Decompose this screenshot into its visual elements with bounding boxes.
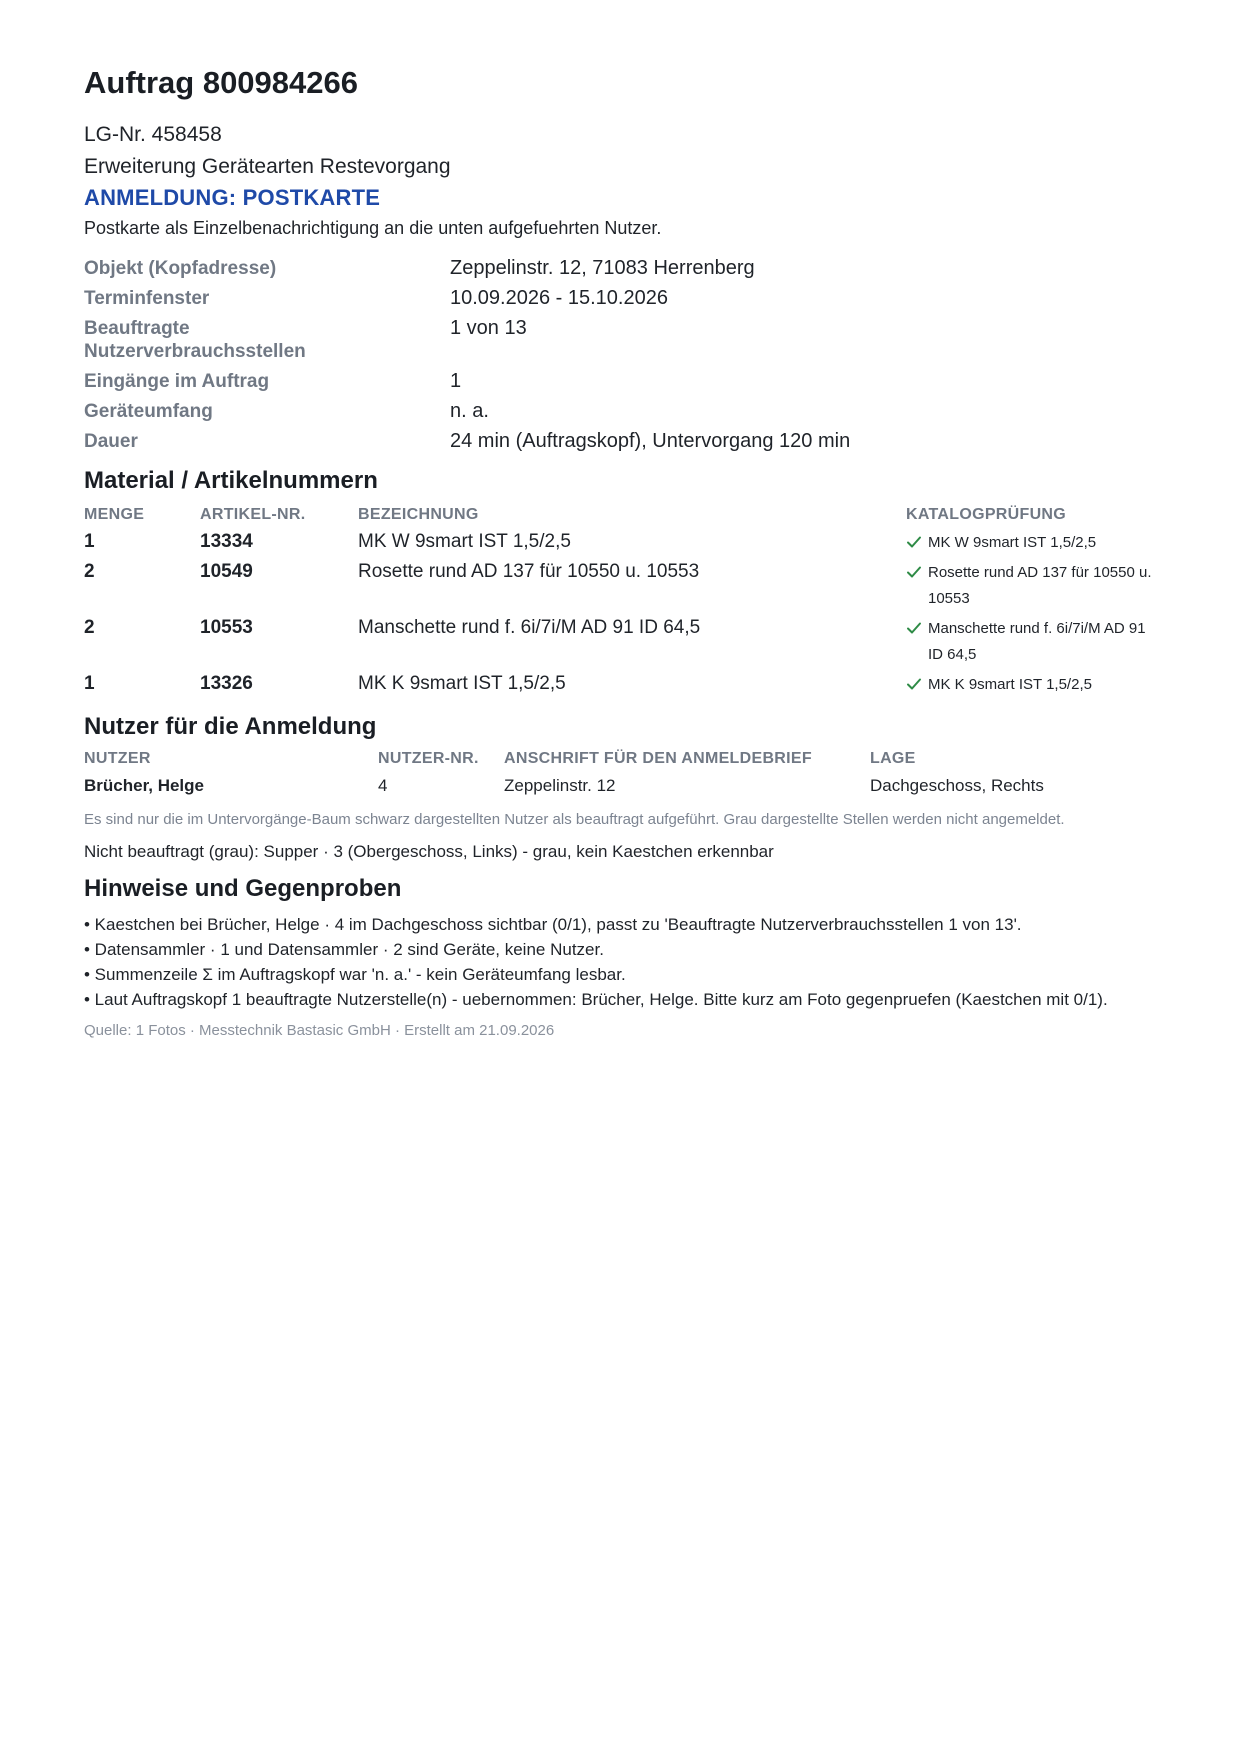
- check-icon: [906, 535, 922, 549]
- catalog-check-text: Manschette rund f. 6i/7i/M AD 91 ID 64,5: [928, 620, 1146, 664]
- catalog-check-text: MK K 9smart IST 1,5/2,5: [928, 676, 1092, 694]
- material-article-number: 10549: [200, 561, 253, 583]
- material-article-number: 13334: [200, 531, 253, 553]
- check-icon: [906, 621, 922, 635]
- user-number: 4: [378, 776, 388, 796]
- table-header-row: [84, 750, 1157, 774]
- column-header: LAGE: [870, 750, 916, 768]
- detail-value: Zeppelinstr. 12, 71083 Herrenberg: [450, 257, 755, 280]
- material-article-number: 13326: [200, 673, 253, 695]
- hints-list: [84, 912, 1157, 1012]
- catalog-check-text: Rosette rund AD 137 für 10550 u. 10553: [928, 564, 1152, 608]
- users-note: Es sind nur die im Untervorgänge-Baum schwarz dargestellten Nutzer als beauftragt aufgeführt. Grau dargestellte Stellen werden nicht angemeldet.: [84, 811, 1065, 829]
- users-table: [84, 750, 1157, 804]
- catalog-check-cell: [906, 616, 1157, 672]
- table-row: [84, 672, 1157, 702]
- column-header: KATALOGPRÜFUNG: [906, 506, 1067, 524]
- catalog-check-cell: [906, 530, 1157, 560]
- material-quantity: 2: [84, 561, 95, 583]
- material-quantity: 1: [84, 531, 95, 553]
- catalog-check-cell: [906, 560, 1157, 616]
- hint-item: • Datensammler · 1 und Datensammler · 2 sind Geräte, keine Nutzer.: [84, 940, 604, 960]
- order-subtitle: Erweiterung Gerätearten Restevorgang: [84, 155, 451, 179]
- not-assigned-text: Nicht beauftragt (grau): Supper · 3 (Obergeschoss, Links) - grau, kein Kaestchen erkennbar: [84, 842, 774, 862]
- column-header: ARTIKEL-NR.: [200, 506, 306, 524]
- material-quantity: 2: [84, 617, 95, 639]
- detail-value: 1 von 13: [450, 317, 527, 340]
- table-row: [84, 530, 1157, 560]
- source-footer: Quelle: 1 Fotos · Messtechnik Bastasic GmbH · Erstellt am 21.09.2026: [84, 1022, 555, 1040]
- user-name: Brücher, Helge: [84, 776, 204, 796]
- detail-value: 24 min (Auftragskopf), Untervorgang 120 min: [450, 430, 851, 453]
- material-article-number: 10553: [200, 617, 253, 639]
- order-title: Auftrag 800984266: [84, 65, 358, 100]
- check-icon: [906, 677, 922, 691]
- users-heading: Nutzer für die Anmeldung: [84, 713, 377, 741]
- catalog-check-cell: [906, 672, 1157, 702]
- order-details: [84, 253, 1157, 456]
- column-header: NUTZER: [84, 750, 151, 768]
- table-row: [84, 616, 1157, 672]
- detail-label: Eingänge im Auftrag: [84, 371, 270, 393]
- material-description: MK K 9smart IST 1,5/2,5: [358, 673, 566, 695]
- check-icon: [906, 565, 922, 579]
- column-header: MENGE: [84, 506, 145, 524]
- material-heading: Material / Artikelnummern: [84, 467, 378, 495]
- hints-heading: Hinweise und Gegenproben: [84, 875, 402, 903]
- notice-title: ANMELDUNG: POSTKARTE: [84, 185, 381, 211]
- material-description: Rosette rund AD 137 für 10550 u. 10553: [358, 561, 700, 583]
- column-header: BEZEICHNUNG: [358, 506, 479, 524]
- material-table: [84, 506, 1157, 702]
- hint-item: • Kaestchen bei Brücher, Helge · 4 im Dachgeschoss sichtbar (0/1), passt zu 'Beauftragte Nutzerverbrauchsstellen 1 von 13'.: [84, 915, 1022, 935]
- detail-label: Dauer: [84, 431, 138, 453]
- column-header: NUTZER-NR.: [378, 750, 479, 768]
- table-header-row: [84, 506, 1157, 530]
- user-location: Dachgeschoss, Rechts: [870, 776, 1044, 796]
- detail-label: Objekt (Kopfadresse): [84, 258, 277, 280]
- detail-label: Terminfenster: [84, 288, 210, 310]
- catalog-check-text: MK W 9smart IST 1,5/2,5: [928, 534, 1097, 552]
- detail-label: Geräteumfang: [84, 401, 213, 423]
- material-description: MK W 9smart IST 1,5/2,5: [358, 531, 571, 553]
- detail-value: n. a.: [450, 400, 489, 423]
- detail-value: 1: [450, 370, 462, 393]
- detail-label: Beauftragte Nutzerverbrauchsstellen: [84, 318, 306, 363]
- hint-item: • Summenzeile Σ im Auftragskopf war 'n. a.' - kein Geräteumfang lesbar.: [84, 965, 626, 985]
- column-header: ANSCHRIFT FÜR DEN ANMELDEBRIEF: [504, 750, 812, 768]
- table-row: [84, 560, 1157, 616]
- table-row: [84, 774, 1157, 804]
- detail-value: 10.09.2026 - 15.10.2026: [450, 287, 668, 310]
- lg-number: LG-Nr. 458458: [84, 123, 222, 147]
- notice-text: Postkarte als Einzelbenachrichtigung an die unten aufgefuehrten Nutzer.: [84, 218, 662, 239]
- user-address: Zeppelinstr. 12: [504, 776, 616, 796]
- material-quantity: 1: [84, 673, 95, 695]
- hint-item: • Laut Auftragskopf 1 beauftragte Nutzerstelle(n) - uebernommen: Brücher, Helge. Bitte kurz am Foto gegenpruefen (Kaestchen mit 0/1).: [84, 990, 1108, 1010]
- material-description: Manschette rund f. 6i/7i/M AD 91 ID 64,5: [358, 617, 701, 639]
